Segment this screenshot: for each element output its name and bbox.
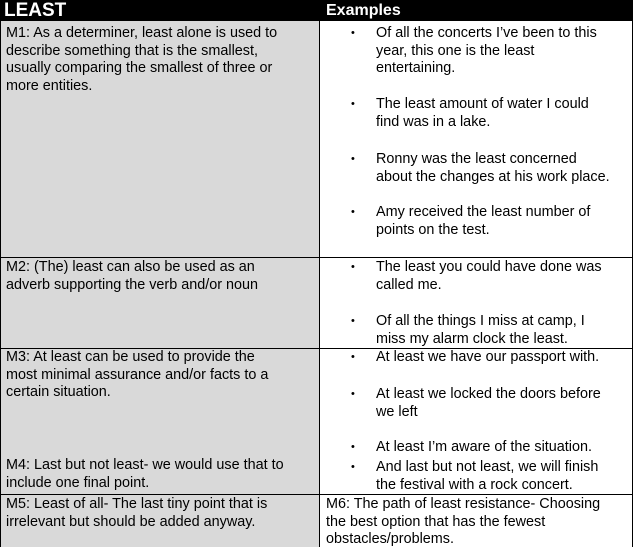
- example-text: At least we have our passport with.: [376, 349, 600, 365]
- example-text: entertaining.: [376, 60, 456, 76]
- meaning-text: include one final point.: [6, 474, 150, 491]
- example-text: At least I’m aware of the situation.: [376, 439, 592, 455]
- example-text: called me.: [376, 276, 442, 293]
- example-text: the festival with a rock concert.: [376, 476, 573, 493]
- meaning-text: describe something that is the smallest,: [6, 42, 258, 59]
- example-text: about the changes at his work place.: [376, 168, 610, 185]
- bullet-icon: •: [351, 261, 355, 273]
- header-examples: Examples: [319, 0, 633, 21]
- meaning-text: obstacles/problems.: [326, 531, 454, 547]
- example-text: miss my alarm clock the least.: [376, 330, 568, 347]
- grid-line: [0, 21, 1, 547]
- example-text: Of all the concerts I’ve been to this: [376, 25, 597, 41]
- grid-line: [319, 21, 320, 547]
- bullet-icon: •: [351, 153, 355, 165]
- example-text: And last but not least, we will finish: [376, 459, 599, 475]
- bullet-icon: •: [351, 351, 355, 363]
- example-text: points on the test.: [376, 221, 490, 238]
- meaning-text: M6: The path of least resistance- Choosing: [326, 496, 601, 512]
- meaning-text: the best option that has the fewest: [326, 513, 546, 530]
- example-text: year, this one is the least: [376, 42, 535, 59]
- example-text: find was in a lake.: [376, 113, 491, 130]
- grid-line: [0, 494, 633, 495]
- bullet-icon: •: [351, 27, 355, 39]
- grid-line: [0, 257, 633, 258]
- example-text: The least you could have done was: [376, 259, 602, 275]
- meaning-text: M3: At least can be used to provide the: [6, 349, 255, 365]
- example-text: The least amount of water I could: [376, 96, 589, 112]
- meaning-text: M1: As a determiner, least alone is used to: [6, 25, 278, 41]
- meaning-text: usually comparing the smallest of three or: [6, 60, 273, 76]
- bullet-icon: •: [351, 388, 355, 400]
- meaning-text: more entities.: [6, 77, 93, 94]
- meaning-text: adverb supporting the verb and/or noun: [6, 276, 259, 293]
- meaning-text: M4: Last but not least- we would use that to: [6, 457, 284, 473]
- example-text: At least we locked the doors before: [376, 386, 601, 402]
- bullet-icon: •: [351, 461, 355, 473]
- bullet-icon: •: [351, 315, 355, 327]
- example-text: we left: [376, 403, 418, 420]
- bullet-icon: •: [351, 98, 355, 110]
- meaning-text: most minimal assurance and/or facts to a: [6, 366, 269, 383]
- meaning-text: irrelevant but should be added anyway.: [6, 513, 256, 530]
- meaning-text: certain situation.: [6, 384, 111, 400]
- example-text: Of all the things I miss at camp, I: [376, 313, 585, 329]
- example-text: Ronny was the least concerned: [376, 151, 577, 167]
- bullet-icon: •: [351, 206, 355, 218]
- meaning-text: M2: (The) least can also be used as an: [6, 259, 255, 275]
- bullet-icon: •: [351, 441, 355, 453]
- example-text: Amy received the least number of: [376, 204, 591, 220]
- header-least: LEAST: [0, 0, 319, 21]
- meaning-text: M5: Least of all- The last tiny point that is: [6, 496, 268, 512]
